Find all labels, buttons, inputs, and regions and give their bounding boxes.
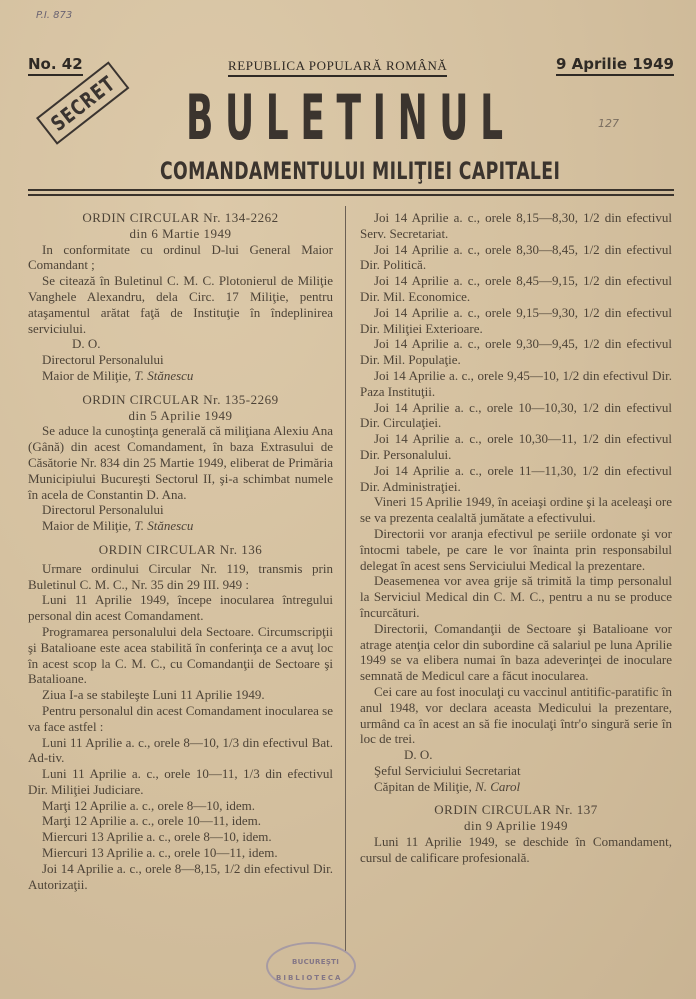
issue-number: No. 42 <box>28 55 83 76</box>
paragraph: Ziua I-a se stabileşte Luni 11 Aprilie 1949. <box>42 687 265 703</box>
paragraph: Directorii vor aranja efectivul pe seriile ordonate şi vor întocmi tabele, pe care le vor înainta prin responsabilul delegat în acest sens Serviciului Medical la prezentare. <box>360 525 672 573</box>
paragraph: Programarea personalului dela Sectoare. Circumscripţii şi Batalioane este acea stabilită în conferinţa ce a avuţ loc în acest scop la C. M. C., cu Comandanţii de Sectoare şi Batalioane. <box>28 623 333 687</box>
schedule-entry: Joi 14 Aprilie a. c., orele 8,30—8,45, 1/2 din efectivul Dir. Politică. <box>360 241 672 273</box>
paragraph: Deasemenea vor avea grije să trimită la timp personalul la Serviciul Medical din C. M. C., pentru a nu se produce încurcături. <box>360 573 672 620</box>
signature-name: T. Stănescu <box>134 518 194 534</box>
signature-line <box>360 779 672 795</box>
order-heading: ORDIN CIRCULAR Nr. 137 <box>434 802 598 818</box>
paragraph: In conformitate cu ordinul D-lui General Maior Comandant ; <box>28 241 333 273</box>
schedule-entry: Marţi 12 Aprilie a. c., orele 10—11, idem. <box>42 813 262 829</box>
column-divider <box>345 206 346 951</box>
signature-name: N. Carol <box>475 778 521 794</box>
schedule-entry: Joi 14 Aprilie a. c., orele 10,30—11, 1/2 din efectivul Dir. Personalului. <box>360 431 672 462</box>
schedule-entry: Joi 14 Aprilie a. c., orele 11—11,30, 1/2 din efectivul Dir. Administraţiei. <box>360 462 672 494</box>
order-137 <box>360 802 672 865</box>
paragraph: Se citează în Buletinul C. M. C. Plotonierul de Miliţie Vanghele Alexandru, dela Circ. 17 Miliţie, pentru ataşamentul arătat faţă de Instituţie în îndeplinirea serviciului. <box>28 273 333 336</box>
schedule-entry: Joi 14 Aprilie a. c., orele 9,30—9,45, 1/2 din efectivul Dir. Mil. Populaţie. <box>360 336 672 368</box>
signature-line <box>28 518 333 534</box>
masthead-rule-top <box>28 189 674 191</box>
signature-do: D. O. <box>404 747 433 763</box>
masthead-top-line <box>28 55 674 77</box>
right-column <box>360 210 672 866</box>
schedule-entry: Miercuri 13 Aprilie a. c., orele 10—11, idem. <box>42 845 278 861</box>
registry-note: 127 <box>598 117 619 130</box>
order-135-2269 <box>28 392 333 534</box>
signature-rank: Maior de Miliţie, <box>42 518 132 534</box>
order-date: din 6 Martie 1949 <box>129 225 232 241</box>
paragraph: Cei care au fost inoculaţi cu vaccinul antitific-paratific în anul 1948, vor declara aceasta Medicului la prezentare, urmând ca în acest an să fie inoculaţi într'o singură serie în loc de trei. <box>360 683 672 747</box>
order-136 <box>28 542 333 893</box>
signature-do: D. O. <box>72 336 101 352</box>
paragraph: Directorii, Comandanţii de Sectoare şi Batalioane vor atrage atenţia celor din subordine că salariul pe luna Aprilie 1949 se va elibera numai în baza adeverinţei de inoculare semnată de Medicul care a făcut inocularea. <box>360 620 672 684</box>
left-column <box>28 210 333 892</box>
schedule-entry: Joi 14 Aprilie a. c., orele 9,15—9,30, 1/2 din efectivul Dir. Miliţiei Exterioare. <box>360 304 672 336</box>
schedule-entry: Marţi 12 Aprilie a. c., orele 8—10, idem. <box>42 797 256 813</box>
schedule-entry: Joi 14 Aprilie a. c., orele 8—8,15, 1/2 din efectivul Dir. Autorizaţii. <box>28 860 333 892</box>
paragraph: Luni 11 Aprilie 1949, se deschide în Comandament, cursul de calificare profesională. <box>360 834 672 865</box>
secret-stamp-text: SECRET <box>45 70 120 136</box>
schedule-entry: Luni 11 Aprilie a. c., orele 8—10, 1/3 din efectivul Bat. Ad-tiv. <box>28 734 333 766</box>
paragraph: Luni 11 Aprilie 1949, începe inocularea întregului personal din acest Comandament. <box>28 592 333 624</box>
signature-title: Directorul Personalului <box>42 352 164 368</box>
library-stamp <box>266 942 356 990</box>
order-date: din 9 Aprilie 1949 <box>464 818 568 834</box>
republic-name: REPUBLICA POPULARĂ ROMÂNĂ <box>228 58 447 77</box>
library-stamp-ring: BIBLIOTECA <box>276 974 343 982</box>
schedule-entry: Joi 14 Aprilie a. c., orele 8,45—9,15, 1/2 din efectivul Dir. Mil. Economice. <box>360 273 672 304</box>
signature-rank: Maior de Miliţie, <box>42 367 132 383</box>
signature-title: Şeful Serviciului Secretariat <box>374 762 521 778</box>
signature-line <box>28 368 333 384</box>
masthead-title <box>186 81 516 154</box>
masthead-rule-bottom <box>28 194 674 196</box>
bulletin-title: BULETINUL <box>186 81 515 154</box>
order-heading: ORDIN CIRCULAR Nr. 136 <box>98 541 263 557</box>
signature-rank: Căpitan de Miliţie, <box>374 778 472 794</box>
handwritten-reference: P.I. 873 <box>36 10 73 21</box>
signature-name: T. Stănescu <box>134 367 194 383</box>
schedule-entry: Joi 14 Aprilie a. c., orele 8,15—8,30, 1/2 din efectivul Serv. Secretariat. <box>360 210 672 241</box>
paragraph: Se aduce la cunoştinţa generală că miliţiana Alexiu Ana (Gână) din acest Comandament, în baza Extrasului de Căsătorie Nr. 834 din 25 Martie 1949, eliberat de Primăria Municipiului Bucureşti Sectorul II, şi-a schimbat numele în acela de Constantin D. Ana. <box>28 423 333 502</box>
order-date: din 5 Aprilie 1949 <box>128 407 233 423</box>
issue-date: 9 Aprilie 1949 <box>556 55 674 76</box>
order-heading: ORDIN CIRCULAR Nr. 134-2262 <box>82 210 279 225</box>
library-stamp-city: BUCUREŞTI <box>292 958 340 966</box>
schedule-entry: Luni 11 Aprilie a. c., orele 10—11, 1/3 din efectivul Dir. Miliţiei Judiciare. <box>28 766 333 797</box>
paragraph: Vineri 15 Aprilie 1949, în aceiaşi ordine şi la aceleaşi ore se va prezenta cealaltă jumătate a efectivului. <box>360 494 672 526</box>
order-134-2262 <box>28 210 333 384</box>
paragraph: Pentru personalul din acest Comandament inocularea se va face astfel : <box>28 702 333 734</box>
schedule-entry: Joi 14 Aprilie a. c., orele 9,45—10, 1/2 din efectivul Dir. Paza Instituţii. <box>360 367 672 399</box>
signature-title: Directorul Personalului <box>42 502 164 518</box>
paragraph: Urmare ordinului Circular Nr. 119, transmis prin Buletinul C. M. C., Nr. 35 din 29 III. 949 : <box>28 560 333 592</box>
schedule-entry: Joi 14 Aprilie a. c., orele 10—10,30, 1/2 din efectivul Dir. Circulaţiei. <box>360 399 672 431</box>
schedule-entry: Miercuri 13 Aprilie a. c., orele 8—10, idem. <box>42 829 272 845</box>
bulletin-subtitle: COMANDAMENTULUI MILIŢIEI CAPITALEI <box>160 157 561 185</box>
order-heading: ORDIN CIRCULAR Nr. 135-2269 <box>82 391 279 407</box>
